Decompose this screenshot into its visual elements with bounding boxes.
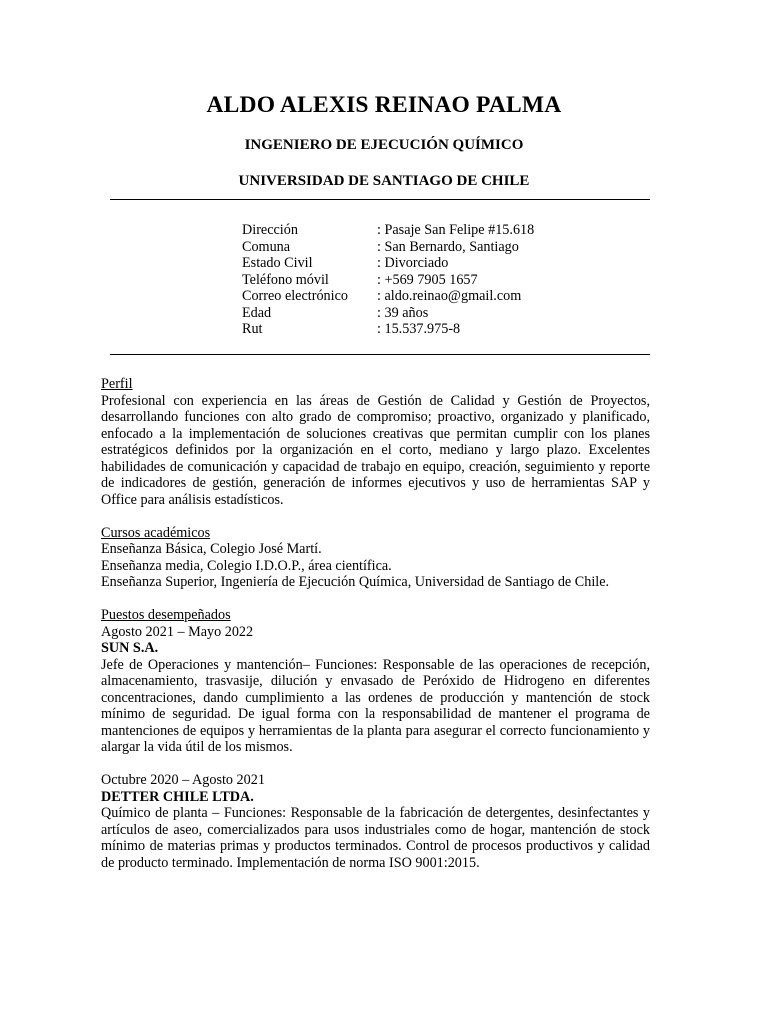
- top-divider: [110, 199, 650, 200]
- curso-item: Enseñanza Superior, Ingeniería de Ejecución Química, Universidad de Santiago de Chile.: [101, 574, 610, 590]
- degree-title: INGENIERO DE EJECUCIÓN QUÍMICO: [244, 137, 524, 153]
- info-value: : +569 7905 1657: [377, 271, 478, 288]
- info-label: Dirección: [242, 222, 298, 238]
- candidate-name: ALDO ALEXIS REINAO PALMA: [206, 92, 562, 118]
- info-row-comuna: [242, 239, 534, 256]
- perfil-heading: Perfil: [101, 376, 133, 392]
- job-description: Jefe de Operaciones y mantención– Funciones: Responsable de las operaciones de recepción, almacenamiento, trasvasije, dilución y envasado de Peróxido de Hidrogeno en diferentes concentraciones, dando cumplimiento a las ordenes de producción y mantención de stock mínimo de seguridad. De igual forma con la responsabilidad de mantener el programa de mantenciones de equipos y herramientas de la planta para asegurar el correcto funcionamiento y alargar la vida útil de los mismos.: [101, 656, 650, 755]
- info-label: Estado Civil: [242, 255, 313, 271]
- cursos-heading: Cursos académicos: [101, 524, 211, 541]
- curso-item: Enseñanza Básica, Colegio José Martí.: [101, 541, 322, 557]
- personal-info-block: [242, 222, 534, 338]
- curso-item: Enseñanza media, Colegio I.D.O.P., área científica.: [101, 557, 392, 574]
- info-row-direccion: [242, 222, 534, 239]
- info-label: Rut: [242, 321, 263, 337]
- info-value: : aldo.reinao@gmail.com: [377, 288, 522, 304]
- info-value: : Pasaje San Felipe #15.618: [377, 222, 535, 238]
- info-label: Teléfono móvil: [242, 271, 329, 288]
- info-value: : Divorciado: [377, 255, 449, 271]
- job-company: DETTER CHILE LTDA.: [101, 788, 254, 805]
- job-period: Agosto 2021 – Mayo 2022: [101, 623, 254, 640]
- info-row-estado-civil: [242, 255, 534, 272]
- perfil-text: Profesional con experiencia en las áreas de Gestión de Calidad y Gestión de Proyectos, desarrollando funciones con alto grado de compromiso; proactivo, organizado y planificado, enfocado a la implementación de soluciones creativas que permitan cumplir con los planes estratégicos definidos por la organización en el corto, mediano y largo plazo. Excelentes habilidades de comunicación y capacidad de trabajo en equipo, creación, seguimiento y reporte de indicadores de gestión, generación de informes ejecutivos y uso de herramientas SAP y Office para análisis estadísticos.: [101, 392, 650, 508]
- job-company: SUN S.A.: [101, 640, 159, 656]
- info-value: : 39 años: [377, 304, 429, 321]
- info-row-telefono: [242, 272, 534, 289]
- info-row-correo: [242, 288, 534, 305]
- info-row-edad: [242, 305, 534, 322]
- info-label: Correo electrónico: [242, 288, 348, 304]
- bottom-divider: [110, 354, 650, 355]
- info-label: Edad: [242, 304, 272, 321]
- job-description: Químico de planta – Funciones: Responsable de la fabricación de detergentes, desinfectantes y artículos de aseo, comercializados para usos industriales como de hogar, mantención de stock mínimo de materias primas y productos terminados. Control de procesos productivos y calidad de producto terminado. Implementación de norma ISO 9001:2015.: [101, 805, 650, 871]
- info-label: Comuna: [242, 238, 291, 255]
- resume-body: [101, 376, 650, 871]
- info-value: : San Bernardo, Santiago: [377, 238, 519, 255]
- info-row-rut: [242, 321, 534, 338]
- info-value: : 15.537.975-8: [377, 321, 461, 337]
- university-title: UNIVERSIDAD DE SANTIAGO DE CHILE: [238, 173, 530, 189]
- job-period: Octubre 2020 – Agosto 2021: [101, 772, 265, 788]
- puestos-heading: Puestos desempeñados: [101, 607, 231, 623]
